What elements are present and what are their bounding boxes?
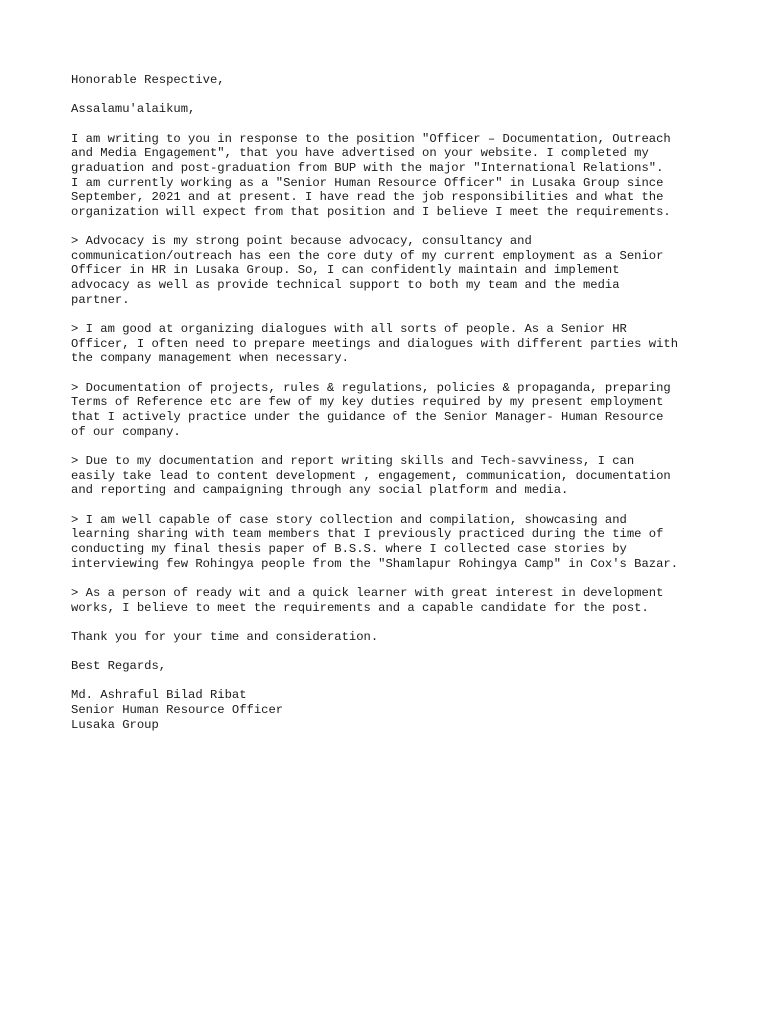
point-line: interviewing few Rohingya people from the "Shamlapur Rohingya Camp" in Cox's Bazar. — [71, 556, 679, 571]
intro-line: September, 2021 and at present. I have read the job responsibilities and what the — [71, 190, 664, 205]
cover-letter — [71, 73, 711, 747]
point-line: that I actively practice under the guidance of the Senior Manager- Human Resource — [71, 410, 664, 425]
point-line: advocacy as well as provide technical support to both my team and the media — [71, 278, 620, 293]
point-line: Terms of Reference etc are few of my key duties required by my present employment — [71, 395, 664, 410]
salutation: Honorable Respective, — [71, 73, 225, 87]
point-line: communication/outreach has een the core duty of my current employment as a Senior — [71, 248, 664, 263]
point-line: learning sharing with team members that I previously practiced during the time of — [71, 527, 664, 542]
point-advocacy — [71, 234, 711, 307]
point-quick-learner — [71, 586, 711, 615]
intro-line: graduation and post-graduation from BUP with the major "International Relations". — [71, 160, 664, 175]
greeting: Assalamu'alaikum, — [71, 102, 196, 117]
point-line: > Due to my documentation and report writing skills and Tech-savviness, I can — [71, 453, 635, 468]
signature-title: Senior Human Resource Officer — [71, 703, 284, 718]
thanks-line: Thank you for your time and consideration. — [71, 629, 379, 644]
point-dialogues — [71, 322, 711, 366]
point-line: of our company. — [71, 424, 181, 439]
signature-name: Md. Ashraful Bilad Ribat — [71, 688, 247, 703]
point-line: partner. — [71, 292, 130, 307]
point-reporting — [71, 454, 711, 498]
point-line: conducting my final thesis paper of B.S.S. where I collected case stories by — [71, 541, 627, 556]
point-line: > I am good at organizing dialogues with all sorts of people. As a Senior HR — [71, 322, 627, 337]
point-line: > As a person of ready wit and a quick learner with great interest in development — [71, 585, 664, 600]
intro-line: I am currently working as a "Senior Human Resource Officer" in Lusaka Group since — [71, 175, 664, 190]
closing-line: Best Regards, — [71, 659, 167, 674]
signature-company: Lusaka Group — [71, 717, 159, 732]
point-line: the company management when necessary. — [71, 351, 349, 366]
point-line: works, I believe to meet the requirements and a capable candidate for the post. — [71, 600, 649, 615]
intro-paragraph — [71, 132, 711, 220]
point-line: > I am well capable of case story collection and compilation, showcasing and — [71, 512, 627, 527]
point-documentation — [71, 381, 711, 440]
point-line: and reporting and campaigning through any social platform and media. — [71, 483, 569, 498]
point-line: > Advocacy is my strong point because advocacy, consultancy and — [71, 234, 532, 249]
point-case-stories — [71, 513, 711, 572]
intro-line: and Media Engagement", that you have advertised on your website. I completed my — [71, 146, 649, 161]
intro-line: organization will expect from that position and I believe I meet the requirements. — [71, 204, 671, 219]
point-line: easily take lead to content development , engagement, communication, documentation — [71, 468, 671, 483]
intro-line: I am writing to you in response to the position "Officer – Documentation, Outreach — [71, 131, 671, 146]
signature-block — [71, 688, 711, 732]
point-line: > Documentation of projects, rules & regulations, policies & propaganda, preparing — [71, 380, 671, 395]
point-line: Officer in HR in Lusaka Group. So, I can confidently maintain and implement — [71, 263, 620, 278]
point-line: Officer, I often need to prepare meetings and dialogues with different parties with — [71, 336, 679, 351]
